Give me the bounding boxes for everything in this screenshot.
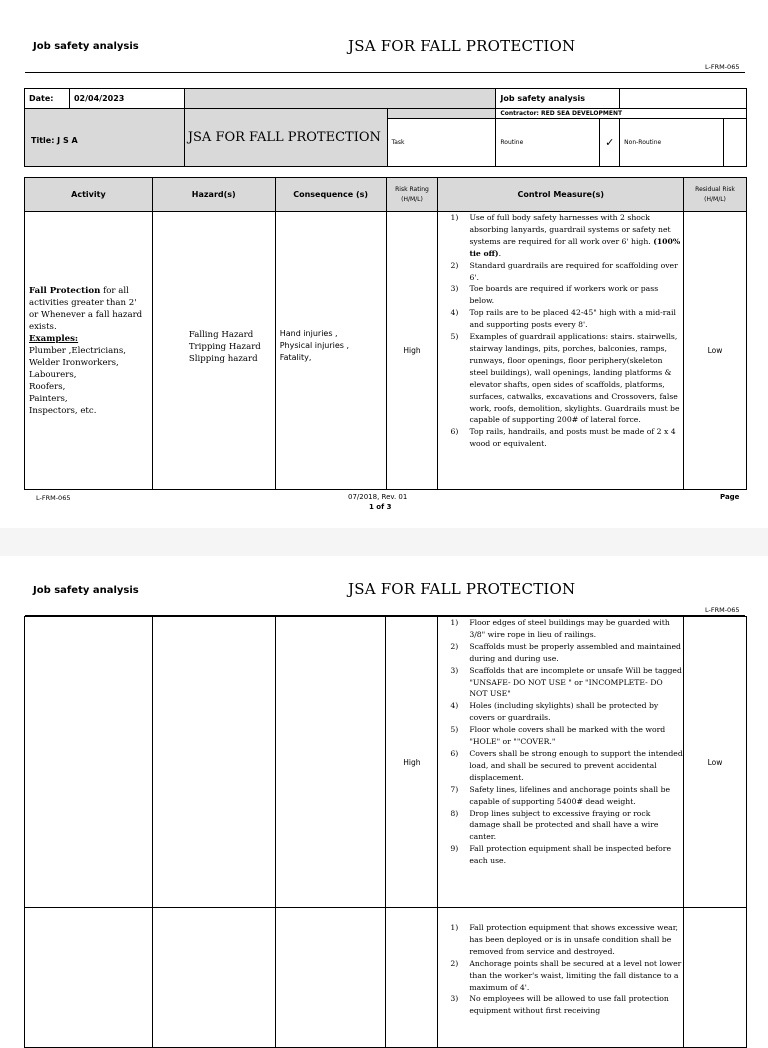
hazards-cell — [152, 212, 275, 490]
control-list — [438, 922, 683, 1017]
control-item: Covers shall be strong enough to support the intended load, and shall be secured to prevent accidental displacement. — [469, 748, 683, 782]
control-item: Toe boards are required if workers work or pass below. — [469, 284, 659, 306]
control-item: Anchorage points shall be secured at a level not lower than the worker's waist, limiting the fall distance to a maximum of 4'. — [469, 958, 682, 992]
main-table-continued — [24, 616, 747, 1048]
control-item: Top rails, handrails, and posts must be made of 2 x 4 wood or equivalent. — [469, 427, 676, 449]
activity-cell — [25, 212, 153, 490]
hazard-item: Tripping Hazard — [188, 341, 261, 352]
consequence-item: Fatality, — [279, 352, 312, 362]
control-cell — [438, 212, 684, 490]
example-item: Painters, — [29, 393, 68, 404]
hazard-item: Slipping hazard — [188, 353, 258, 364]
doc-label: Job safety analysis — [33, 41, 139, 52]
control-item: No employees will be allowed to use fall protection equipment without first receiving — [469, 994, 669, 1016]
col-risk-rating-sub: (H/M/L) — [401, 195, 423, 203]
control-cell — [438, 908, 684, 1048]
form-code: L-FRM-065 — [705, 63, 740, 71]
date-value: 02/04/2023 — [69, 89, 184, 109]
hazards-cell — [152, 908, 275, 1048]
risk-rating: High — [386, 617, 438, 908]
footer-pages: 1 of 3 — [369, 503, 392, 511]
info-table — [24, 88, 747, 167]
control-item: Floor edges of steel buildings may be guarded with 3/8" wire rope in lieu of railings. — [469, 618, 670, 639]
activity-bold: Fall Protection — [29, 285, 101, 296]
col-hazards: Hazard(s) — [152, 178, 275, 212]
activity-cell — [25, 617, 153, 908]
page-title: JSA FOR FALL PROTECTION — [348, 37, 576, 55]
control-item: Fall protection equipment shall be inspected before each use. — [469, 844, 671, 866]
example-item: Welder Ironworkers, — [29, 357, 119, 368]
example-item: Labourers, — [29, 369, 77, 380]
control-item: Safety lines, lifelines and anchorage points shall be capable of supporting 5400# dead weight. — [469, 784, 671, 806]
consequence-cell — [275, 908, 386, 1048]
consequence-item: Hand injuries , — [279, 328, 338, 338]
examples-label: Examples: — [29, 333, 79, 344]
col-risk-rating — [386, 178, 438, 212]
control-item: Scaffolds that are incomplete or unsafe Will be tagged "UNSAFE- DO NOT USE " or "INCOMPLETE- DO NOT USE" — [469, 665, 682, 699]
control-item: Holes (including skylights) shall be protected by covers or guardrails. — [469, 701, 659, 723]
title-label: Title: J S A — [31, 136, 78, 145]
control-item: Floor whole covers shall be marked with the word "HOLE" or ""COVER." — [469, 725, 666, 747]
table-row — [25, 908, 747, 1048]
control-item: Scaffolds must be properly assembled and maintained during and during use. — [469, 641, 681, 663]
control-item: Use of full body safety harnesses with 2 shock absorbing lanyards, guardrail systems or safety net systems are required for all work over 6' high. (100% tie off). — [469, 213, 681, 258]
nonroutine-checkbox — [724, 119, 747, 167]
footer-page-label: Page — [720, 493, 740, 501]
col-risk-rating-label: Risk Rating — [395, 185, 429, 193]
doc-label: Job safety analysis — [33, 585, 139, 596]
table-row — [25, 617, 747, 908]
control-list — [438, 212, 683, 450]
control-item: Examples of guardrail applications: stairs. stairwells, stairway landings, pits, porches, balconies, ramps, runways, floor openings, floor periphery(skeleton steel buildings), wall openings, landing platforms & elevator shafts, open sides of scaffolds, platforms, surfaces, catwalks, excavations and Crossovers, false work, roofs, demolition, skylights. Guardrails must be capable of supporting 200# of lateral force. — [469, 332, 680, 425]
routine-check-icon: ✓ — [600, 119, 620, 167]
consequence-item: Physical injuries , — [279, 340, 350, 350]
main-table — [24, 177, 747, 490]
consequence-cell — [275, 212, 386, 490]
date-label: Date: — [25, 89, 70, 109]
jsa-label: Job safety analysis — [496, 89, 620, 109]
table-row — [25, 212, 747, 490]
col-activity: Activity — [25, 178, 153, 212]
residual-risk — [684, 908, 747, 1048]
risk-rating: High — [386, 212, 438, 490]
hazard-item: Falling Hazard — [188, 329, 254, 340]
residual-risk: Low — [684, 617, 747, 908]
nonroutine-label: Non-Routine — [620, 119, 724, 167]
control-item: Drop lines subject to excessive fraying or rock damage shall be protected and shall have a wire canter. — [469, 808, 659, 842]
footer-code: L-FRM-065 — [36, 494, 71, 502]
control-item: Fall protection equipment that shows excessive wear, has been deployed or is in unsafe condition shall be removed from service and destroyed. — [469, 923, 678, 956]
header-rule — [25, 72, 745, 73]
example-item: Roofers, — [29, 381, 66, 392]
control-cell — [438, 617, 684, 908]
residual-risk: Low — [684, 212, 747, 490]
form-code: L-FRM-065 — [705, 606, 740, 614]
control-item: Top rails are to be placed 42-45" high with a mid-rail and supporting posts every 8'. — [469, 308, 676, 330]
contractor: Contractor: RED SEA DEVELOPMENT — [496, 109, 747, 119]
title-value: JSA FOR FALL PROTECTION — [184, 109, 387, 167]
footer-rev: 07/2018, Rev. 01 — [348, 493, 408, 501]
col-residual-label: Residual Risk — [695, 185, 735, 193]
page-separator — [0, 528, 768, 556]
example-item: Inspectors, etc. — [29, 405, 97, 416]
control-item: Standard guardrails are required for scaffolding over 6'. — [469, 260, 678, 282]
col-control: Control Measure(s) — [438, 178, 684, 212]
col-residual — [684, 178, 747, 212]
page-title: JSA FOR FALL PROTECTION — [348, 580, 576, 598]
task-label: Task — [387, 119, 496, 167]
activity-text: for all activities greater than 2' or Whenever a fall hazard exists. — [29, 285, 143, 332]
consequence-cell — [275, 617, 386, 908]
routine-label: Routine — [496, 119, 600, 167]
example-item: Plumber ,Electricians, — [29, 345, 126, 356]
control-list — [438, 617, 683, 867]
hazards-cell — [152, 617, 275, 908]
control-bold: (100% tie off) — [469, 236, 681, 258]
control-text: Use of full body safety harnesses with 2 shock absorbing lanyards, guardrail systems or safety net systems are required for all work over 6' high. — [469, 213, 671, 246]
col-consequence: Consequence (s) — [275, 178, 386, 212]
activity-cell — [25, 908, 153, 1048]
risk-rating — [386, 908, 438, 1048]
col-residual-sub: (H/M/L) — [704, 195, 726, 203]
